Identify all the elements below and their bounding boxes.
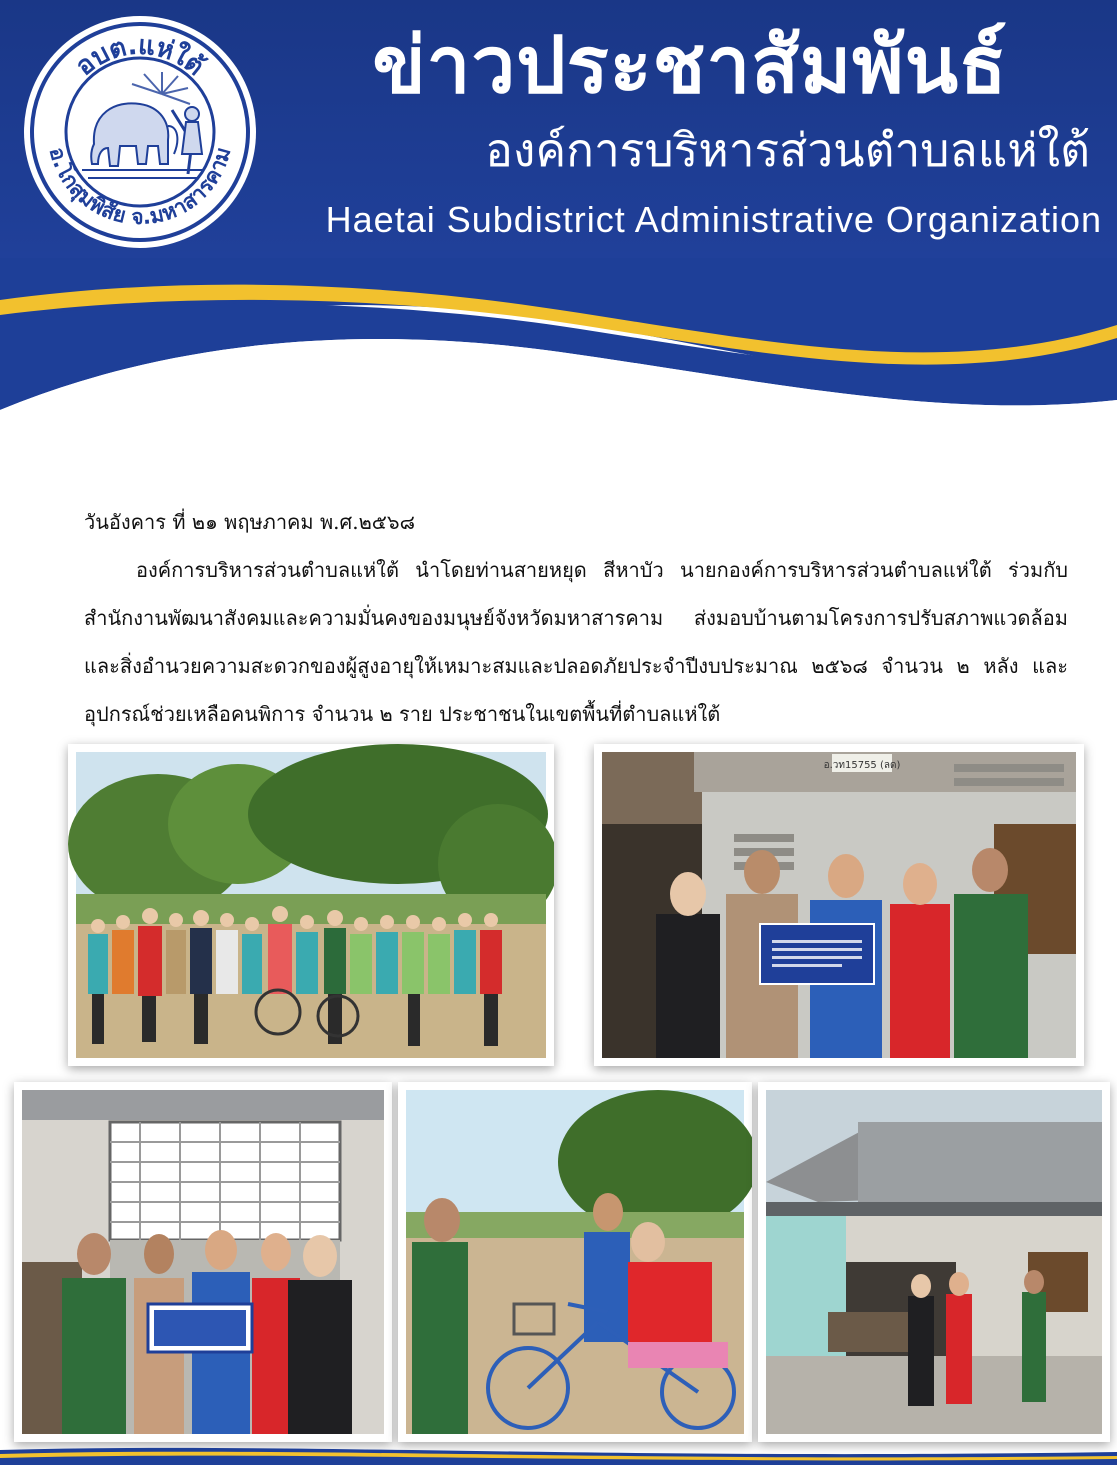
article-date: วันอังคาร ที่ ๒๑ พฤษภาคม พ.ศ.๒๕๖๘: [84, 510, 416, 534]
header-banner: [0, 0, 1117, 420]
footer-wave: [0, 1442, 1117, 1465]
house-number-sign: อ.วท15755 (ลด): [823, 760, 901, 771]
organization-name-thai: องค์การบริหารส่วนตำบลแห่ใต้: [485, 123, 1090, 177]
photo-handover-house: [594, 744, 1084, 1066]
organization-seal: [22, 14, 258, 250]
photo-old-house: [758, 1082, 1110, 1442]
photo-group-outdoor: [68, 744, 554, 1066]
article-body: องค์การบริหารส่วนตำบลแห่ใต้ นำโดยท่านสายหยุด สีหาบัว นายกองค์การบริหารส่วนตำบลแห่ใต้ ร่วมกับ สำนักงานพัฒนาสังคมและความมั่นคงของมนุษย์จังหวัดมหาสารคาม ส่งมอบบ้านตามโครงการปรับสภาพแวดล้อมและสิ่งอำนวยความสะดวกของผู้สูงอายุให้เหมาะสมและปลอดภัยประจำปีงบประมาณ ๒๕๖๘ จำนวน ๒ หลัง และอุปกรณ์ช่วยเหลือคนพิการ จำนวน ๒ ราย ประชาชนในเขตพื้นที่ตำบลแห่ใต้: [84, 558, 1068, 726]
organization-name-english: Haetai Subdistrict Administrative Organization: [325, 199, 1102, 240]
photo-new-house-sign: [14, 1082, 392, 1442]
photo-tricycle-donation: [398, 1082, 752, 1442]
article: [84, 502, 1068, 738]
page-title: ข่าวประชาสัมพันธ์: [372, 21, 1008, 111]
svg-text:อ.โกสุมพิสัย จ.มหาสารคาม: อ.โกสุมพิสัย จ.มหาสารคาม: [44, 144, 236, 230]
svg-text:อบต.แห่ใต้: อบต.แห่ใต้: [70, 30, 210, 82]
